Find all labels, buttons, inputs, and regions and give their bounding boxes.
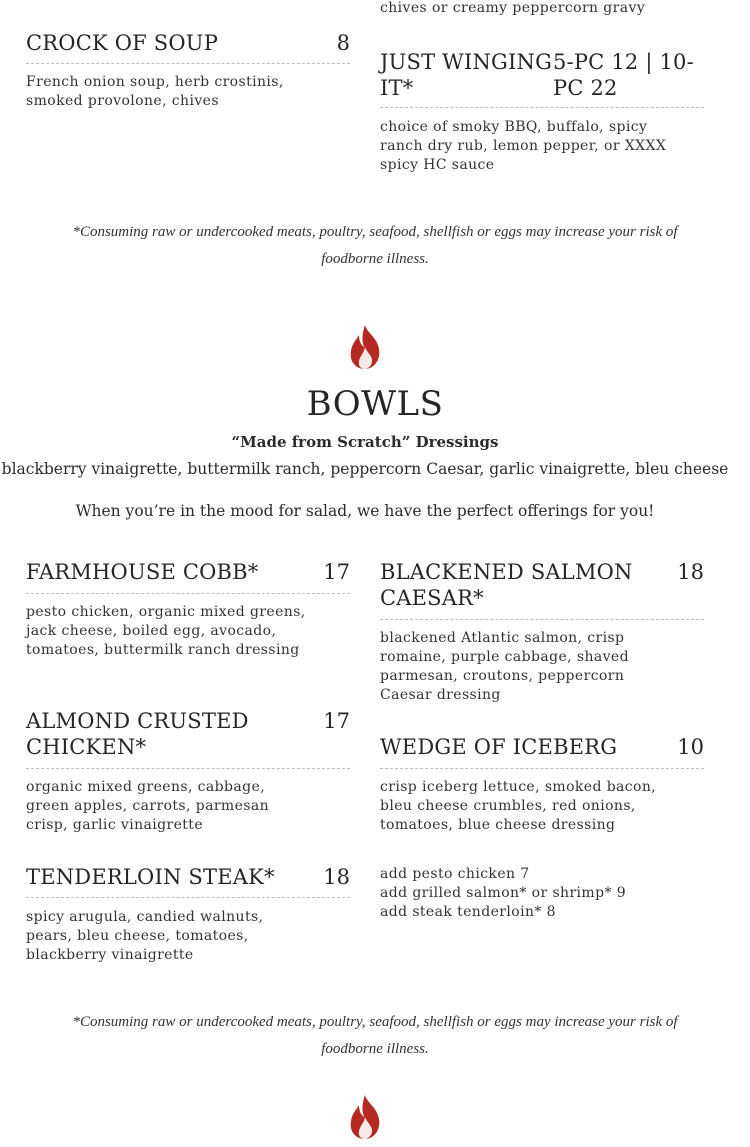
item-desc-almond-crusted-chicken: organic mixed greens, cabbage, green apples, carrots, parmesan crisp, garlic vinaigrette <box>26 779 270 833</box>
item-price-wedge-of-iceberg: 10 <box>677 735 704 759</box>
item-title-just-winging-it-line1: JUST WINGING <box>380 50 553 74</box>
divider <box>26 768 350 769</box>
addon-item: add grilled salmon* or shrimp* 9 <box>380 885 627 901</box>
item-desc-crock-of-soup: French onion soup, herb crostinis, smoked provolone, chives <box>26 74 284 109</box>
notice-line: *Consuming raw or undercooked meats, poultry, seafood, shellfish or eggs may increase your risk of <box>72 224 678 240</box>
item-price-farmhouse-cobb: 17 <box>323 560 350 584</box>
item-price-crock-of-soup: 8 <box>336 31 350 55</box>
item-price-blackened-salmon-caesar: 18 <box>677 560 704 584</box>
divider <box>380 107 704 108</box>
divider <box>26 897 350 898</box>
dressings-list: blackberry vinaigrette, buttermilk ranch, peppercorn Caesar, garlic vinaigrette, bleu cheese <box>1 460 729 478</box>
notice-line: *Consuming raw or undercooked meats, poultry, seafood, shellfish or eggs may increase your risk of <box>72 1014 678 1030</box>
bowls-intro: When you’re in the mood for salad, we have the perfect offerings for you! <box>75 502 655 520</box>
divider <box>26 63 350 64</box>
addon-item: add pesto chicken 7 <box>380 866 530 882</box>
item-price-just-winging-it-line2: PC 22 <box>553 76 618 100</box>
item-title-just-winging-it-line2: IT* <box>380 76 414 100</box>
section-heading-bowls: BOWLS <box>306 384 444 424</box>
dressings-subheading: “Made from Scratch” Dressings <box>231 433 499 451</box>
item-title-almond-crusted-chicken-line2: CHICKEN* <box>26 735 147 759</box>
item-title-wedge-of-iceberg: WEDGE OF ICEBERG <box>380 735 618 759</box>
item-title-almond-crusted-chicken-line1: ALMOND CRUSTED <box>26 709 249 733</box>
item-title-farmhouse-cobb: FARMHOUSE COBB* <box>26 560 259 584</box>
divider <box>26 593 350 594</box>
allergy-notice <box>0 219 750 273</box>
item-title-tenderloin-steak: TENDERLOIN STEAK* <box>26 865 275 889</box>
flame-icon <box>347 323 383 371</box>
item-title-blackened-salmon-caesar-line2: CAESAR* <box>380 586 484 610</box>
notice-line: foodborne illness. <box>321 251 429 267</box>
item-desc-tenderloin-steak: spicy arugula, candied walnuts, pears, bleu cheese, tomatoes, blackberry vinaigrette <box>26 909 264 963</box>
item-desc-just-winging-it: choice of smoky BBQ, buffalo, spicy ranch dry rub, lemon pepper, or XXXX spicy HC sauce <box>380 119 667 173</box>
wings-prev-desc-tail: chives or creamy peppercorn gravy <box>380 0 646 16</box>
notice-line: foodborne illness. <box>321 1041 429 1057</box>
item-price-just-winging-it-line1: 5-PC 12 | 10- <box>553 50 694 74</box>
item-title-crock-of-soup: CROCK OF SOUP <box>26 31 219 55</box>
addons-list <box>380 865 700 922</box>
item-desc-farmhouse-cobb: pesto chicken, organic mixed greens, jack cheese, boiled egg, avocado, tomatoes, buttermilk ranch dressing <box>26 604 306 658</box>
item-desc-blackened-salmon-caesar: blackened Atlantic salmon, crisp romaine, purple cabbage, shaved parmesan, croutons, peppercorn Caesar dressing <box>380 630 629 703</box>
item-price-almond-crusted-chicken: 17 <box>323 709 350 733</box>
flame-icon <box>347 1093 383 1141</box>
item-desc-wedge-of-iceberg: crisp iceberg lettuce, smoked bacon, bleu cheese crumbles, red onions, tomatoes, blue cheese dressing <box>380 779 657 833</box>
divider <box>380 619 704 620</box>
addon-item: add steak tenderloin* 8 <box>380 904 556 920</box>
item-price-tenderloin-steak: 18 <box>323 865 350 889</box>
allergy-notice <box>0 1009 750 1063</box>
item-title-blackened-salmon-caesar-line1: BLACKENED SALMON <box>380 560 633 584</box>
divider <box>380 768 704 769</box>
